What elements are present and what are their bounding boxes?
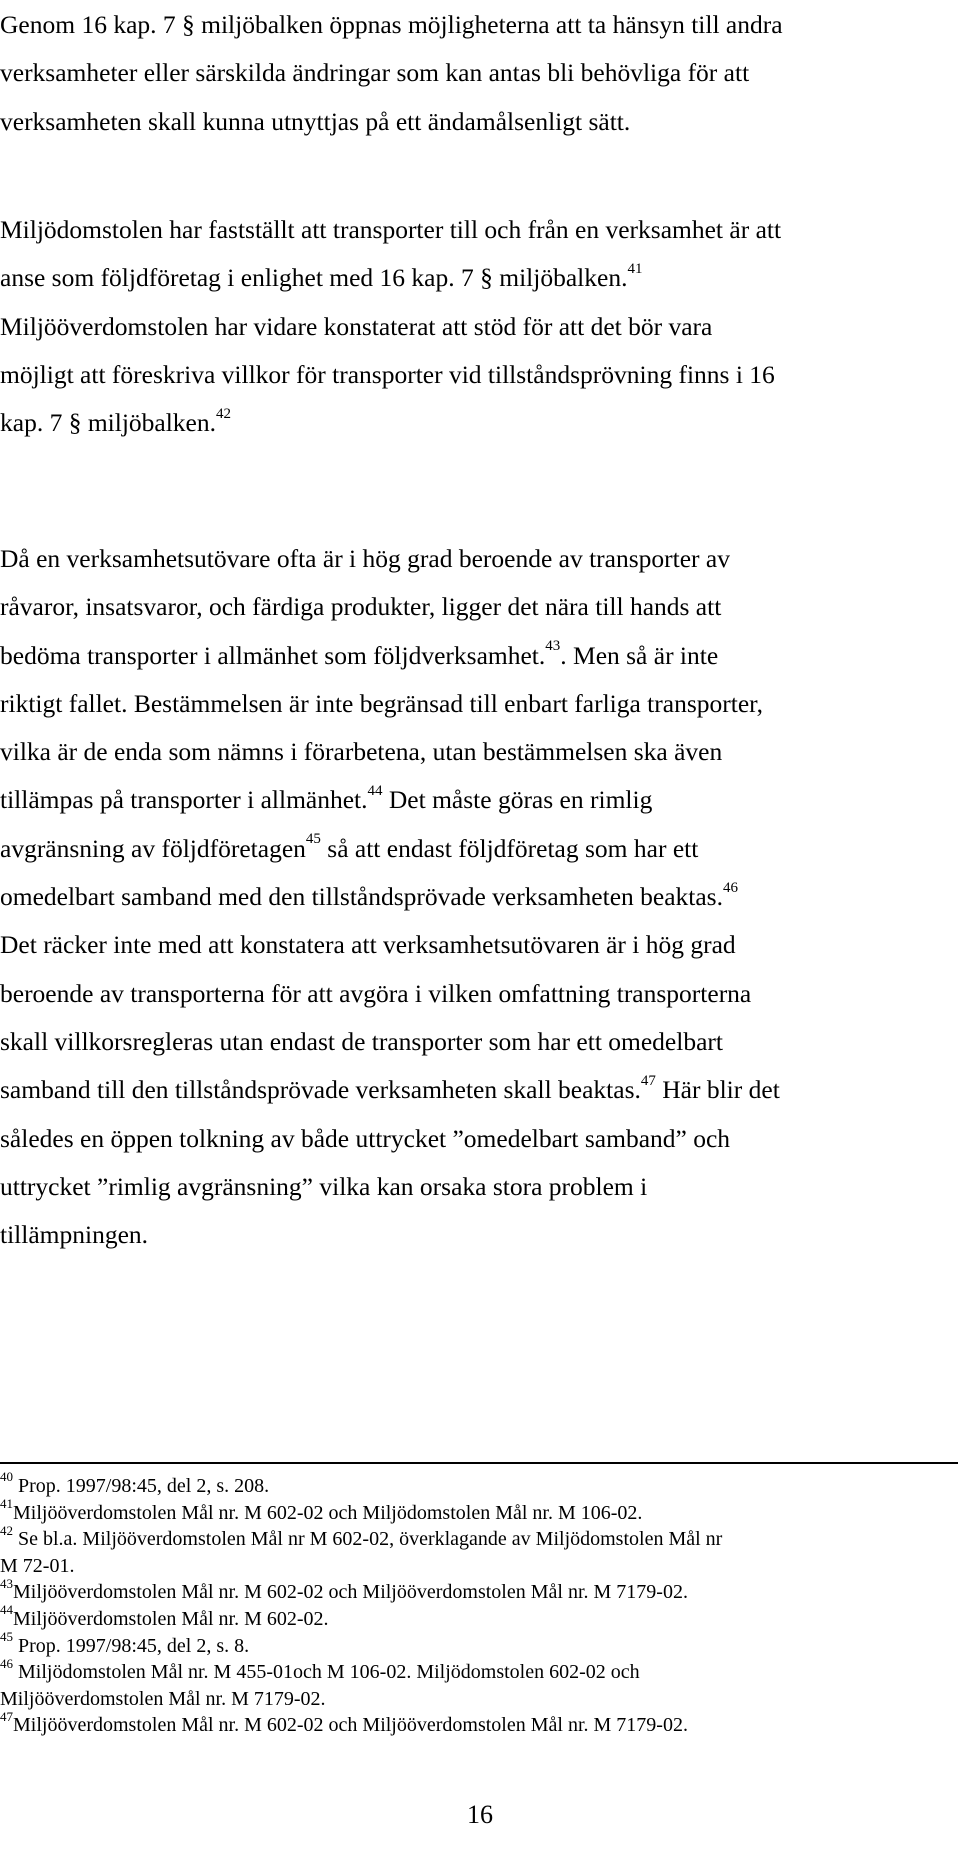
text-segment: avgränsning av följdföretagen	[0, 833, 306, 863]
footnote-number: 43	[0, 1575, 13, 1591]
text-line: skall villkorsregleras utan endast de transporter som har ett omedelbart	[0, 1026, 723, 1056]
text-line: Miljööverdomstolen har vidare konstaterat att stöd för att det bör vara	[0, 311, 713, 341]
footnote-text: Miljööverdomstolen Mål nr. M 602-02.	[13, 1607, 329, 1630]
footnote-40	[0, 1469, 940, 1500]
text-segment: så att endast följdföretag som har ett	[320, 833, 699, 863]
footnote-number: 40	[0, 1469, 13, 1485]
text-line	[0, 776, 930, 824]
text-segment: kap. 7 § miljöbalken.	[0, 408, 217, 438]
text-segment: samband till den tillståndsprövade verksamheten skall beaktas.	[0, 1075, 641, 1105]
footnote-42-continuation: M 72-01.	[0, 1554, 75, 1577]
text-segment: Här blir det	[655, 1075, 780, 1105]
text-line: verksamheten skall kunna utnyttjas på ett ändamålsenligt sätt.	[0, 106, 631, 136]
text-segment: Det måste göras en rimlig	[382, 785, 653, 815]
footnote-text: Se bl.a. Miljööverdomstolen Mål nr M 602-02, överklagande av Miljödomstolen Mål nr	[13, 1528, 723, 1551]
text-line	[0, 632, 930, 680]
footnote-text: Miljööverdomstolen Mål nr. M 602-02 och Miljööverdomstolen Mål nr. M 7179-02.	[13, 1581, 688, 1604]
footnote-text: Miljööverdomstolen Mål nr. M 602-02 och Miljööverdomstolen Mål nr. M 7179-02.	[13, 1714, 688, 1737]
footnote-43	[0, 1575, 940, 1606]
text-line: råvaror, insatsvaror, och färdiga produkter, ligger det nära till hands att	[0, 592, 722, 622]
text-line: Då en verksamhetsutövare ofta är i hög grad beroende av transporter av	[0, 544, 730, 573]
text-line	[0, 1066, 930, 1114]
text-line	[0, 873, 930, 921]
text-line	[0, 825, 930, 873]
text-line	[0, 254, 930, 302]
paragraph-1	[0, 1, 930, 146]
text-line: Genom 16 kap. 7 § miljöbalken öppnas möjligheterna att ta hänsyn till andra	[0, 10, 783, 39]
text-line: Det räcker inte med att konstatera att verksamhetsutövaren är i hög grad	[0, 930, 736, 960]
footnote-text: Prop. 1997/98:45, del 2, s. 8.	[13, 1634, 250, 1657]
footnote-ref-46[interactable]: 46	[722, 879, 738, 896]
footnote-number: 41	[0, 1495, 13, 1511]
paragraph-3	[0, 535, 930, 1259]
paragraph-2	[0, 206, 930, 447]
footnote-text: Miljööverdomstolen Mål nr. M 602-02 och Miljödomstolen Mål nr. M 106-02.	[13, 1501, 643, 1524]
text-line: således en öppen tolkning av både uttrycket ”omedelbart samband” och	[0, 1123, 731, 1153]
footnote-ref-42[interactable]: 42	[216, 405, 232, 422]
footnote-number: 46	[0, 1655, 13, 1671]
text-line: Miljödomstolen har fastställt att transporter till och från en verksamhet är att	[0, 215, 782, 244]
footnote-number: 42	[0, 1522, 13, 1538]
footnote-46	[0, 1655, 940, 1686]
footnote-ref-41[interactable]: 41	[627, 260, 643, 277]
footnote-number: 45	[0, 1628, 13, 1644]
text-segment: bedöma transporter i allmänhet som följdverksamhet.	[0, 640, 546, 670]
text-segment: tillämpas på transporter i allmänhet.	[0, 785, 368, 815]
text-line: beroende av transporterna för att avgöra i vilken omfattning transporterna	[0, 978, 752, 1008]
page-number: 16	[467, 1800, 493, 1829]
footnote-ref-44[interactable]: 44	[367, 782, 383, 799]
footnotes	[0, 1469, 940, 1739]
text-segment: omedelbart samband med den tillståndsprövade verksamheten beaktas.	[0, 882, 723, 912]
footnote-ref-43[interactable]: 43	[545, 638, 561, 655]
footnote-ref-47[interactable]: 47	[640, 1072, 656, 1089]
text-line	[0, 399, 930, 447]
footnote-42	[0, 1522, 940, 1553]
text-line: verksamheter eller särskilda ändringar som kan antas bli behövliga för att	[0, 58, 750, 88]
footnote-number: 44	[0, 1602, 13, 1618]
text-segment: . Men så är inte	[560, 640, 719, 670]
footnote-ref-45[interactable]: 45	[305, 831, 321, 848]
footnote-41	[0, 1495, 940, 1527]
footnote-44	[0, 1602, 940, 1633]
text-line: möjligt att föreskriva villkor för transporter vid tillståndsprövning finns i 16	[0, 359, 775, 389]
footnote-divider	[0, 1462, 958, 1464]
footnote-number: 47	[0, 1708, 13, 1724]
text-line: riktigt fallet. Bestämmelsen är inte begränsad till enbart farliga transporter,	[0, 688, 763, 718]
text-line: tillämpningen.	[0, 1220, 149, 1250]
footnote-45	[0, 1628, 940, 1660]
text-line: uttrycket ”rimlig avgränsning” vilka kan orsaka stora problem i	[0, 1171, 648, 1201]
footnote-47	[0, 1708, 940, 1739]
footnote-46-continuation: Miljööverdomstolen Mål nr. M 7179-02.	[0, 1687, 326, 1710]
footnote-text: Prop. 1997/98:45, del 2, s. 208.	[13, 1475, 270, 1497]
text-segment: anse som följdföretag i enlighet med 16 kap. 7 § miljöbalken.	[0, 263, 628, 293]
text-line: vilka är de enda som nämns i förarbetena, utan bestämmelsen ska även	[0, 737, 723, 767]
footnote-text: Miljödomstolen Mål nr. M 455-01och M 106-02. Miljödomstolen 602-02 och	[13, 1661, 640, 1684]
